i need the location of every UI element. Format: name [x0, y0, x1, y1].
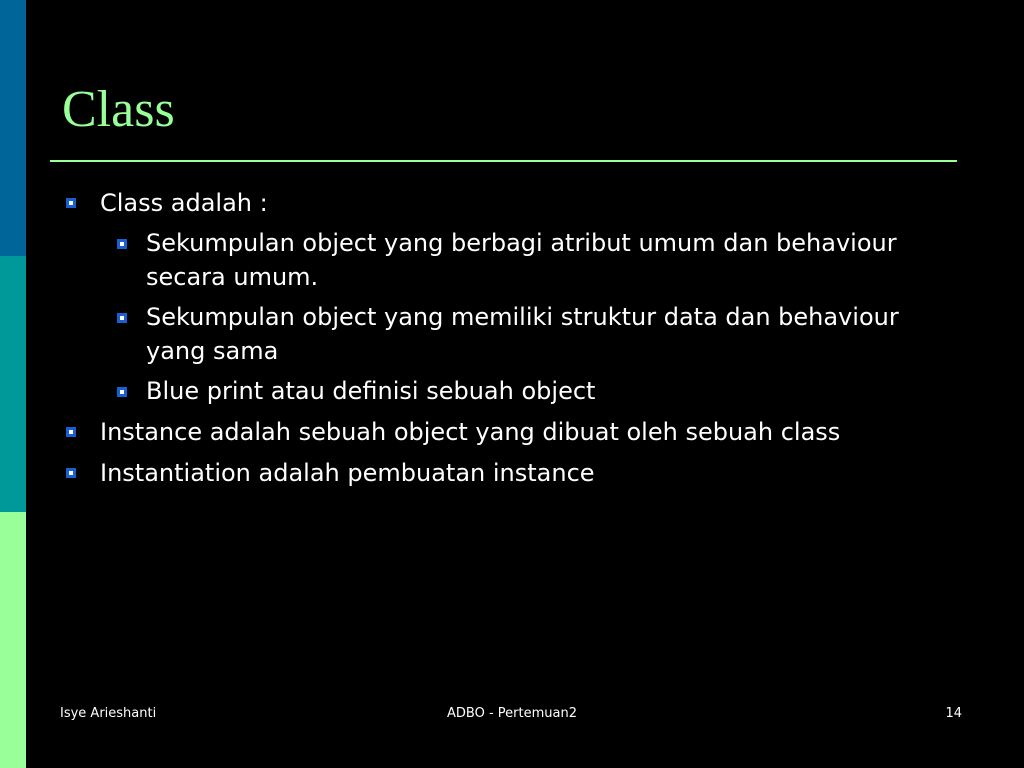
- bullet-item: [60, 415, 940, 449]
- sub-bullet-item: [60, 300, 940, 368]
- sub-bullet-text: Sekumpulan object yang berbagi atribut umum dan behaviour secara umum.: [146, 229, 897, 291]
- hollow-square-bullet-icon: [66, 468, 76, 478]
- side-bar-segment-top: [0, 0, 26, 256]
- sub-bullet-text: Blue print atau definisi sebuah object: [146, 377, 596, 405]
- side-color-bar: [0, 0, 26, 768]
- bullet-text: Class adalah :: [100, 189, 268, 217]
- footer-course: ADBO - Pertemuan2: [447, 706, 577, 721]
- bullet-item: [60, 186, 940, 408]
- footer-author: Isye Arieshanti: [60, 706, 157, 721]
- side-bar-segment-middle: [0, 256, 26, 512]
- slide-title: Class: [62, 81, 175, 138]
- sub-bullet-item: [60, 226, 940, 294]
- sub-bullet-list: [100, 226, 940, 408]
- bullet-item: [60, 456, 940, 490]
- footer-page-number: 14: [945, 706, 962, 721]
- bullet-text: Instance adalah sebuah object yang dibuat oleh sebuah class: [100, 418, 841, 446]
- side-bar-segment-bottom: [0, 512, 26, 768]
- hollow-square-bullet-icon: [66, 427, 76, 437]
- bullet-list: [60, 186, 940, 497]
- bullet-text: Instantiation adalah pembuatan instance: [100, 459, 595, 487]
- sub-bullet-text: Sekumpulan object yang memiliki struktur data dan behaviour yang sama: [146, 303, 899, 365]
- filled-square-bullet-icon: [117, 239, 127, 249]
- filled-square-bullet-icon: [117, 313, 127, 323]
- sub-bullet-item: [60, 374, 940, 408]
- title-divider: [50, 160, 957, 162]
- hollow-square-bullet-icon: [66, 198, 76, 208]
- filled-square-bullet-icon: [117, 387, 127, 397]
